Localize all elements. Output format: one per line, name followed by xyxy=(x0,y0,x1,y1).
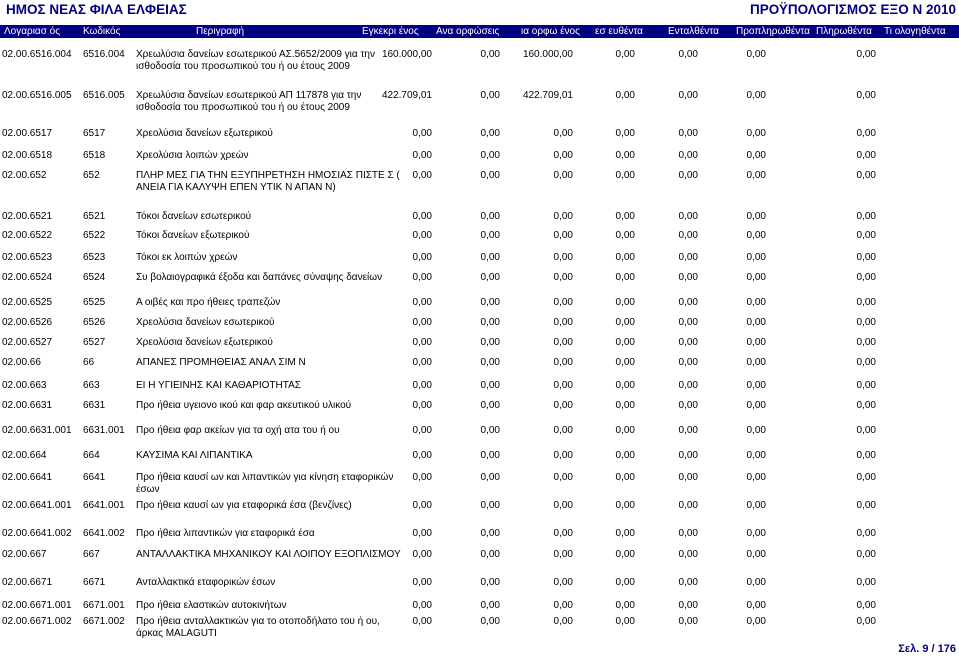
amount-cell: 0,00 xyxy=(746,230,766,241)
code-cell: 664 xyxy=(83,450,100,461)
amount-cell: 0,00 xyxy=(553,297,573,308)
amount-cell: 0,00 xyxy=(412,297,432,308)
amount-cell: 0,00 xyxy=(746,400,766,411)
page-number: Σελ. 9 / 176 xyxy=(898,643,956,655)
amount-cell: 0,00 xyxy=(746,170,766,181)
code-cell: 6523 xyxy=(83,252,106,263)
amount-cell: 0,00 xyxy=(746,549,766,560)
amount-cell: 0,00 xyxy=(678,317,698,328)
amount-cell: 0,00 xyxy=(553,472,573,483)
amount-cell: 0,00 xyxy=(678,450,698,461)
account-cell: 02.00.6526 xyxy=(2,317,53,328)
amount-cell: 0,00 xyxy=(856,150,876,161)
amount-cell: 0,00 xyxy=(678,230,698,241)
description-cell: Προ ήθεια καυσί ων για εταφορικά έσα (βενζίνες) xyxy=(136,500,352,511)
amount-cell: 0,00 xyxy=(480,600,500,611)
amount-cell: 0,00 xyxy=(615,211,635,222)
amount-cell: 160.000,00 xyxy=(381,49,432,60)
amount-cell: 0,00 xyxy=(856,49,876,60)
amount-cell: 0,00 xyxy=(678,211,698,222)
amount-cell: 0,00 xyxy=(412,500,432,511)
account-cell: 02.00.6518 xyxy=(2,150,53,161)
amount-cell: 0,00 xyxy=(615,472,635,483)
description-cell: Τόκοι δανείων εξωτερικού xyxy=(136,230,250,241)
account-cell: 02.00.663 xyxy=(2,380,47,391)
amount-cell: 0,00 xyxy=(615,337,635,348)
code-cell: 6671.002 xyxy=(83,616,125,627)
amount-cell: 0,00 xyxy=(746,150,766,161)
amount-cell: 0,00 xyxy=(678,128,698,139)
amount-cell: 0,00 xyxy=(412,472,432,483)
amount-cell: 0,00 xyxy=(615,230,635,241)
amount-cell: 0,00 xyxy=(553,450,573,461)
amount-cell: 0,00 xyxy=(678,272,698,283)
account-cell: 02.00.6521 xyxy=(2,211,53,222)
col-desc-header: Περιγραφή xyxy=(196,26,245,37)
amount-cell: 0,00 xyxy=(678,616,698,627)
code-cell: 6641.002 xyxy=(83,528,125,539)
description-cell: Χρεολύσια δανείων εξωτερικού xyxy=(136,337,273,348)
amount-cell: 0,00 xyxy=(412,600,432,611)
amount-cell: 0,00 xyxy=(746,128,766,139)
amount-cell: 0,00 xyxy=(746,380,766,391)
amount-cell: 0,00 xyxy=(856,500,876,511)
amount-cell: 0,00 xyxy=(615,425,635,436)
amount-cell: 0,00 xyxy=(553,549,573,560)
amount-cell: 0,00 xyxy=(412,272,432,283)
account-cell: 02.00.6641 xyxy=(2,472,53,483)
amount-cell: 0,00 xyxy=(553,337,573,348)
amount-cell: 0,00 xyxy=(615,549,635,560)
description-cell: Α οιβές και προ ήθειες τραπεζών xyxy=(136,297,281,308)
amount-cell: 0,00 xyxy=(412,150,432,161)
amount-cell: 0,00 xyxy=(678,400,698,411)
description-cell: Προ ήθεια υγειονο ικού και φαρ ακευτικού υλικού xyxy=(136,400,352,411)
code-cell: 6517 xyxy=(83,128,106,139)
account-cell: 02.00.6527 xyxy=(2,337,53,348)
amount-cell: 0,00 xyxy=(553,616,573,627)
amount-cell: 0,00 xyxy=(678,425,698,436)
code-cell: 652 xyxy=(83,170,100,181)
amount-cell: 0,00 xyxy=(678,549,698,560)
amount-cell: 0,00 xyxy=(856,170,876,181)
amount-cell: 0,00 xyxy=(480,170,500,181)
municipality-title: ΗΜΟΣ ΝΕΑΣ ΦΙΛΑ ΕΛΦΕΙΑΣ xyxy=(6,2,187,17)
amount-cell: 0,00 xyxy=(746,337,766,348)
amount-cell: 0,00 xyxy=(746,297,766,308)
amount-cell: 0,00 xyxy=(856,317,876,328)
col-paid-header: Πληρωθέντα xyxy=(816,26,872,37)
amount-cell: 0,00 xyxy=(615,528,635,539)
amount-cell: 0,00 xyxy=(615,616,635,627)
amount-cell: 0,00 xyxy=(678,150,698,161)
account-cell: 02.00.6631 xyxy=(2,400,53,411)
amount-cell: 0,00 xyxy=(856,357,876,368)
amount-cell: 0,00 xyxy=(856,400,876,411)
amount-cell: 0,00 xyxy=(615,317,635,328)
amount-cell: 0,00 xyxy=(412,577,432,588)
amount-cell: 0,00 xyxy=(412,425,432,436)
amount-cell: 0,00 xyxy=(480,425,500,436)
amount-cell: 0,00 xyxy=(856,600,876,611)
col-committed-header: εσ ευθέντα xyxy=(595,26,643,37)
code-cell: 6518 xyxy=(83,150,106,161)
amount-cell: 0,00 xyxy=(678,472,698,483)
amount-cell: 0,00 xyxy=(746,450,766,461)
amount-cell: 422.709,01 xyxy=(522,90,573,101)
amount-cell: 0,00 xyxy=(553,600,573,611)
amount-cell: 0,00 xyxy=(856,337,876,348)
amount-cell: 0,00 xyxy=(856,425,876,436)
amount-cell: 0,00 xyxy=(746,528,766,539)
amount-cell: 0,00 xyxy=(615,252,635,263)
amount-cell: 0,00 xyxy=(553,252,573,263)
amount-cell: 0,00 xyxy=(480,317,500,328)
code-cell: 6631.001 xyxy=(83,425,125,436)
amount-cell: 0,00 xyxy=(856,211,876,222)
amount-cell: 0,00 xyxy=(480,297,500,308)
account-cell: 02.00.6631.001 xyxy=(2,425,72,436)
amount-cell: 0,00 xyxy=(856,297,876,308)
code-cell: 6631 xyxy=(83,400,106,411)
code-cell: 6521 xyxy=(83,211,106,222)
amount-cell: 0,00 xyxy=(553,400,573,411)
description-cell: ΕΙ Η ΥΓΙΕΙΝΗΣ ΚΑΙ ΚΑΘΑΡΙΟΤΗΤΑΣ xyxy=(136,380,301,391)
description-cell: Προ ήθεια ανταλλακτικών για το οτοποδήλατο του ή ου, άρκας MALAGUTI xyxy=(136,616,380,639)
amount-cell: 0,00 xyxy=(856,128,876,139)
account-cell: 02.00.6523 xyxy=(2,252,53,263)
amount-cell: 0,00 xyxy=(856,90,876,101)
code-cell: 667 xyxy=(83,549,100,560)
amount-cell: 0,00 xyxy=(553,425,573,436)
account-cell: 02.00.6671.002 xyxy=(2,616,72,627)
account-cell: 02.00.66 xyxy=(2,357,41,368)
col-adjusted-header: ια ορφω ένος xyxy=(521,26,580,37)
amount-cell: 0,00 xyxy=(856,577,876,588)
description-cell: Προ ήθεια λιπαντικών για εταφορικά έσα xyxy=(136,528,315,539)
amount-cell: 0,00 xyxy=(553,357,573,368)
account-cell: 02.00.652 xyxy=(2,170,47,181)
amount-cell: 0,00 xyxy=(678,49,698,60)
amount-cell: 0,00 xyxy=(412,357,432,368)
code-cell: 6516.004 xyxy=(83,49,125,60)
amount-cell: 0,00 xyxy=(480,90,500,101)
amount-cell: 0,00 xyxy=(480,577,500,588)
column-header-bar xyxy=(0,25,959,38)
amount-cell: 0,00 xyxy=(412,400,432,411)
amount-cell: 0,00 xyxy=(856,252,876,263)
amount-cell: 0,00 xyxy=(746,500,766,511)
account-cell: 02.00.6671 xyxy=(2,577,53,588)
amount-cell: 0,00 xyxy=(480,272,500,283)
amount-cell: 0,00 xyxy=(678,297,698,308)
amount-cell: 0,00 xyxy=(553,577,573,588)
amount-cell: 0,00 xyxy=(678,500,698,511)
amount-cell: 0,00 xyxy=(480,211,500,222)
amount-cell: 0,00 xyxy=(480,528,500,539)
amount-cell: 0,00 xyxy=(480,450,500,461)
description-cell: Χρεολύσια δανείων εσωτερικού xyxy=(136,317,275,328)
amount-cell: 0,00 xyxy=(615,90,635,101)
col-invoiced-header: Τι ολογηθέντα xyxy=(884,26,946,37)
amount-cell: 0,00 xyxy=(746,600,766,611)
amount-cell: 0,00 xyxy=(480,49,500,60)
code-cell: 6641.001 xyxy=(83,500,125,511)
account-cell: 02.00.667 xyxy=(2,549,47,560)
amount-cell: 0,00 xyxy=(480,400,500,411)
col-adjustments-header: Ανα ορφώσεις xyxy=(436,26,500,37)
amount-cell: 160.000,00 xyxy=(522,49,573,60)
amount-cell: 0,00 xyxy=(856,272,876,283)
amount-cell: 0,00 xyxy=(553,150,573,161)
amount-cell: 0,00 xyxy=(480,472,500,483)
amount-cell: 0,00 xyxy=(615,49,635,60)
amount-cell: 0,00 xyxy=(746,357,766,368)
amount-cell: 0,00 xyxy=(856,549,876,560)
amount-cell: 0,00 xyxy=(746,90,766,101)
amount-cell: 0,00 xyxy=(615,150,635,161)
amount-cell: 0,00 xyxy=(553,128,573,139)
amount-cell: 0,00 xyxy=(856,616,876,627)
account-cell: 02.00.6524 xyxy=(2,272,53,283)
amount-cell: 0,00 xyxy=(678,170,698,181)
amount-cell: 0,00 xyxy=(746,472,766,483)
amount-cell: 0,00 xyxy=(678,528,698,539)
amount-cell: 0,00 xyxy=(553,211,573,222)
amount-cell: 0,00 xyxy=(412,616,432,627)
amount-cell: 0,00 xyxy=(412,450,432,461)
account-cell: 02.00.6522 xyxy=(2,230,53,241)
code-cell: 6522 xyxy=(83,230,106,241)
amount-cell: 0,00 xyxy=(615,170,635,181)
amount-cell: 0,00 xyxy=(746,252,766,263)
amount-cell: 0,00 xyxy=(746,577,766,588)
amount-cell: 0,00 xyxy=(678,90,698,101)
amount-cell: 0,00 xyxy=(615,380,635,391)
amount-cell: 0,00 xyxy=(480,549,500,560)
amount-cell: 0,00 xyxy=(746,317,766,328)
amount-cell: 0,00 xyxy=(480,337,500,348)
amount-cell: 0,00 xyxy=(553,272,573,283)
description-cell: Χρεωλύσια δανείων εσωτερικού ΑΣ.5652/2009 για την ισθοδοσία του προσωπικού του ή ου έτους 2009 xyxy=(136,49,375,72)
amount-cell: 0,00 xyxy=(480,357,500,368)
account-cell: 02.00.6516.004 xyxy=(2,49,72,60)
amount-cell: 0,00 xyxy=(412,170,432,181)
description-cell: ΠΛΗΡ ΜΕΣ ΓΙΑ ΤΗΝ ΕΞΥΠΗΡΕΤΗΣΗ ΗΜΟΣΙΑΣ ΠΙΣΤΕ Σ ( ΑΝΕΙΑ ΓΙΑ ΚΑΛΥΨΗ ΕΠΕΝ ΥΤΙΚ Ν ΑΠΑΝ Ν) xyxy=(136,170,400,193)
col-code-header: Κωδικός xyxy=(83,26,121,37)
account-cell: 02.00.6525 xyxy=(2,297,53,308)
amount-cell: 0,00 xyxy=(615,500,635,511)
report-title: ΠΡΟΫΠΟΛΟΓΙΣΜΟΣ ΕΞΟ Ν 2010 xyxy=(750,2,956,17)
amount-cell: 0,00 xyxy=(615,577,635,588)
account-cell: 02.00.6517 xyxy=(2,128,53,139)
description-cell: ΚΑΥΣΙΜΑ ΚΑΙ ΛΙΠΑΝΤΙΚΑ xyxy=(136,450,253,461)
code-cell: 6525 xyxy=(83,297,106,308)
code-cell: 6516.005 xyxy=(83,90,125,101)
amount-cell: 0,00 xyxy=(412,252,432,263)
description-cell: Χρεολύσια δανείων εξωτερικού xyxy=(136,128,273,139)
amount-cell: 0,00 xyxy=(480,230,500,241)
col-prepaid-header: Προπληρωθέντα xyxy=(736,26,810,37)
account-cell: 02.00.6516.005 xyxy=(2,90,72,101)
amount-cell: 0,00 xyxy=(678,380,698,391)
col-approved-header: Εγκεκρι ένος xyxy=(362,26,419,37)
description-cell: Προ ήθεια ελαστικών αυτοκινήτων xyxy=(136,600,287,611)
amount-cell: 0,00 xyxy=(615,600,635,611)
amount-cell: 422.709,01 xyxy=(381,90,432,101)
code-cell: 66 xyxy=(83,357,95,368)
amount-cell: 0,00 xyxy=(615,297,635,308)
amount-cell: 0,00 xyxy=(480,252,500,263)
amount-cell: 0,00 xyxy=(553,170,573,181)
description-cell: Τόκοι εκ λοιπών χρεών xyxy=(136,252,238,263)
code-cell: 6671.001 xyxy=(83,600,125,611)
amount-cell: 0,00 xyxy=(480,500,500,511)
description-cell: Χρεολύσια λοιπών χρεών xyxy=(136,150,249,161)
code-cell: 6671 xyxy=(83,577,106,588)
amount-cell: 0,00 xyxy=(553,500,573,511)
amount-cell: 0,00 xyxy=(412,337,432,348)
description-cell: ΑΠΑΝΕΣ ΠΡΟΜΗΘΕΙΑΣ ΑΝΑΛ ΣΙΜ Ν xyxy=(136,357,306,368)
amount-cell: 0,00 xyxy=(746,211,766,222)
description-cell: Ανταλλακτικά εταφορικών έσων xyxy=(136,577,276,588)
amount-cell: 0,00 xyxy=(746,272,766,283)
code-cell: 663 xyxy=(83,380,100,391)
amount-cell: 0,00 xyxy=(480,150,500,161)
description-cell: Προ ήθεια καυσί ων και λιπαντικών για κίνηση εταφορικών έσων xyxy=(136,472,394,495)
amount-cell: 0,00 xyxy=(553,380,573,391)
col-account-header: Λογαριασ ός xyxy=(4,26,61,37)
code-cell: 6527 xyxy=(83,337,106,348)
col-certified-header: Ενταλθέντα xyxy=(668,26,719,37)
amount-cell: 0,00 xyxy=(615,128,635,139)
amount-cell: 0,00 xyxy=(615,450,635,461)
description-cell: ΑΝΤΑΛΛΑΚΤΙΚΑ ΜΗΧΑΝΙΚΟΥ ΚΑΙ ΛΟΙΠΟΥ ΕΞΟΠΛΙΣΜΟΥ xyxy=(136,549,401,560)
amount-cell: 0,00 xyxy=(480,380,500,391)
amount-cell: 0,00 xyxy=(856,380,876,391)
account-cell: 02.00.6641.001 xyxy=(2,500,72,511)
amount-cell: 0,00 xyxy=(678,337,698,348)
amount-cell: 0,00 xyxy=(856,450,876,461)
code-cell: 6524 xyxy=(83,272,106,283)
amount-cell: 0,00 xyxy=(553,528,573,539)
amount-cell: 0,00 xyxy=(412,317,432,328)
amount-cell: 0,00 xyxy=(746,616,766,627)
amount-cell: 0,00 xyxy=(553,317,573,328)
amount-cell: 0,00 xyxy=(615,357,635,368)
code-cell: 6526 xyxy=(83,317,106,328)
amount-cell: 0,00 xyxy=(678,577,698,588)
amount-cell: 0,00 xyxy=(615,272,635,283)
amount-cell: 0,00 xyxy=(746,425,766,436)
amount-cell: 0,00 xyxy=(678,357,698,368)
amount-cell: 0,00 xyxy=(678,252,698,263)
amount-cell: 0,00 xyxy=(615,400,635,411)
amount-cell: 0,00 xyxy=(480,616,500,627)
amount-cell: 0,00 xyxy=(678,600,698,611)
amount-cell: 0,00 xyxy=(553,230,573,241)
amount-cell: 0,00 xyxy=(412,528,432,539)
account-cell: 02.00.6641.002 xyxy=(2,528,72,539)
amount-cell: 0,00 xyxy=(856,472,876,483)
amount-cell: 0,00 xyxy=(480,128,500,139)
amount-cell: 0,00 xyxy=(412,211,432,222)
description-cell: Προ ήθεια φαρ ακείων για τα οχή ατα του ή ου xyxy=(136,425,340,436)
code-cell: 6641 xyxy=(83,472,106,483)
description-cell: Συ βολαιογραφικά έξοδα και δαπάνες σύναψης δανείων xyxy=(136,272,383,283)
amount-cell: 0,00 xyxy=(856,528,876,539)
amount-cell: 0,00 xyxy=(746,49,766,60)
account-cell: 02.00.6671.001 xyxy=(2,600,72,611)
description-cell: Χρεωλύσια δανείων εσωτερικού ΑΠ 117878 για την ισθοδοσία του προσωπικού του ή ου έτους 2009 xyxy=(136,90,362,113)
description-cell: Τόκοι δανείων εσωτερικού xyxy=(136,211,252,222)
amount-cell: 0,00 xyxy=(412,549,432,560)
amount-cell: 0,00 xyxy=(412,230,432,241)
account-cell: 02.00.664 xyxy=(2,450,47,461)
amount-cell: 0,00 xyxy=(412,380,432,391)
amount-cell: 0,00 xyxy=(412,128,432,139)
amount-cell: 0,00 xyxy=(856,230,876,241)
